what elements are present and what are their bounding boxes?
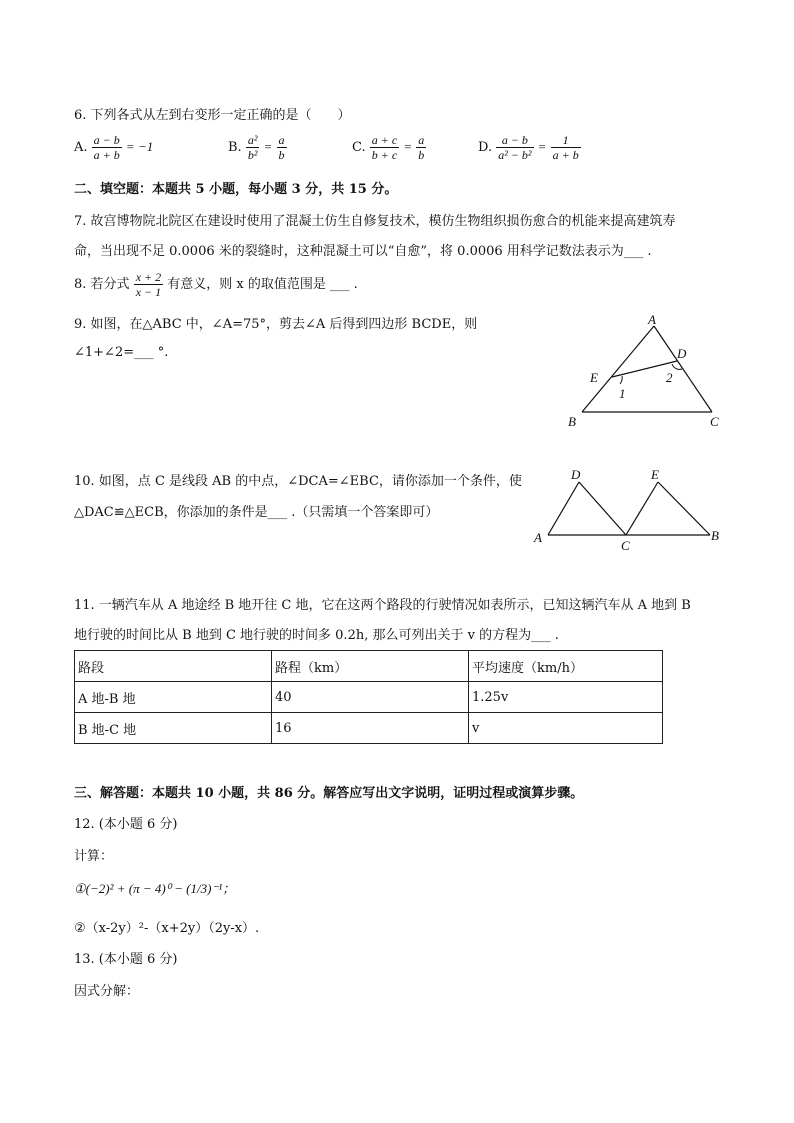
q7-line1: 7. 故宫博物院北院区在建设时使用了混凝土仿生自修复技术，模仿生物组织损伤愈合的机能来提高建筑寿	[74, 214, 676, 229]
point-label-a: A	[534, 530, 542, 545]
fraction: $\frac{\text{a²}}{\text{b²}}$	[247, 133, 258, 162]
vertex-label-c: C	[710, 414, 719, 429]
q10-line1: 10. 如图，点 C 是线段 AB 的中点，∠DCA=∠EBC，请你添加一个条件，使	[74, 474, 522, 489]
table-cell: v	[469, 713, 663, 744]
angle-label-2: 2	[666, 370, 673, 385]
segment-dc	[579, 482, 626, 535]
q9-triangle-figure	[560, 310, 730, 435]
angle-label-1: 1	[619, 386, 626, 401]
section-heading-solutions: 三、解答题：本题共 10 小题，共 86 分。解答应写出文字说明，证明过程或演算步骤。	[74, 786, 584, 801]
vertex-label-b: B	[568, 414, 576, 429]
table-cell: B 地-C 地	[75, 713, 272, 744]
table-header-cell: 平均速度（km/h）	[469, 651, 663, 682]
side-ac	[654, 326, 712, 412]
fraction: $\frac{a + c}{b + c}$	[371, 133, 398, 162]
q7-line2: 命，当出现不足 0.0006 米的裂缝时，这种混凝土可以“自愈”，将 0.0006 用科学记数法表示为___ .	[74, 244, 652, 259]
fraction: $\frac{1}{a + b}$	[552, 133, 579, 162]
fraction: $\frac{a - b}{\text{a² − b²}}$	[498, 133, 532, 162]
q11-line2: 地行驶的时间比从 B 地到 C 地行驶的时间多 0.2h, 那么可列出关于 v 的方程为___ .	[74, 628, 559, 643]
table-cell: 1.25v	[469, 682, 663, 713]
q6-option-a: A. $\frac{a - b}{a + b}$ = −1	[74, 133, 154, 162]
segment-eb	[658, 482, 710, 535]
segment-ad	[548, 482, 579, 535]
q9-line2: ∠1+∠2=___ °.	[74, 345, 169, 360]
section-heading-fill-in: 二、填空题：本题共 5 小题，每小题 3 分，共 15 分。	[74, 182, 398, 197]
q12-intro: 计算：	[74, 849, 114, 864]
q9-line1: 9. 如图，在△ABC 中，∠A=75°，剪去∠A 后得到四边形 BCDE，则	[74, 317, 478, 332]
table-row	[75, 682, 663, 713]
fraction: $\frac{a}{b}$	[418, 133, 425, 162]
angle-1-arc	[620, 376, 622, 384]
fraction: $\frac{a}{b}$	[278, 133, 285, 162]
q13-title: 13. (本小题 6 分)	[74, 952, 178, 967]
point-label-c: C	[621, 538, 630, 553]
option-label: A.	[74, 140, 88, 155]
point-label-b: B	[711, 528, 719, 543]
table-cell: A 地-B 地	[75, 682, 272, 713]
q12-item1: ①(−2)² + (π − 4)⁰ − (1/3)⁻¹；	[74, 881, 236, 896]
fraction: $\frac{a - b}{a + b}$	[93, 133, 120, 162]
vertex-label-e: E	[590, 370, 598, 385]
q6-stem: 6. 下列各式从左到右变形一定正确的是（ ）	[74, 108, 351, 123]
q12-item2: ②（x-2y）²-（x+2y）（2y-x）.	[74, 921, 260, 936]
vertex-label-d: D	[677, 346, 687, 361]
q10-triangles-figure	[528, 462, 728, 554]
q11-line1: 11. 一辆汽车从 A 地途经 B 地开往 C 地，它在这两个路段的行驶情况如表所示，已知这辆汽车从 A 地到 B	[74, 598, 691, 613]
q10-line2: △DAC≌△ECB，你添加的条件是___ .（只需填一个答案即可）	[74, 505, 439, 520]
vertex-label-a: A	[648, 312, 656, 327]
table-header-cell: 路段	[75, 651, 272, 682]
fraction: $\frac{x + 2}{x - 1}$	[135, 270, 162, 299]
point-label-e: E	[651, 467, 659, 482]
segment-ce	[626, 482, 658, 535]
q6-option-b: B. $\frac{\text{a²}}{\text{b²}}$ = $\frac{a}{b}$	[228, 133, 285, 162]
q11-table	[74, 650, 663, 744]
table-header-row	[75, 651, 663, 682]
q6-option-c: C. $\frac{a + c}{b + c}$ = $\frac{a}{b}$	[352, 133, 425, 162]
q12-title: 12. (本小题 6 分)	[74, 817, 178, 832]
table-cell: 40	[272, 682, 469, 713]
q13-intro: 因式分解：	[74, 984, 140, 999]
table-cell: 16	[272, 713, 469, 744]
q6-option-d: D. $\frac{a - b}{\text{a² − b²}}$ = $\frac{1}{a + b}$	[478, 133, 579, 162]
table-row	[75, 713, 663, 744]
point-label-d: D	[571, 467, 581, 482]
table-header-cell: 路程（km）	[272, 651, 469, 682]
q8: 8. 若分式 $\frac{x + 2}{x - 1}$ 有意义，则 x 的取值范围是 ___ .	[74, 270, 358, 299]
